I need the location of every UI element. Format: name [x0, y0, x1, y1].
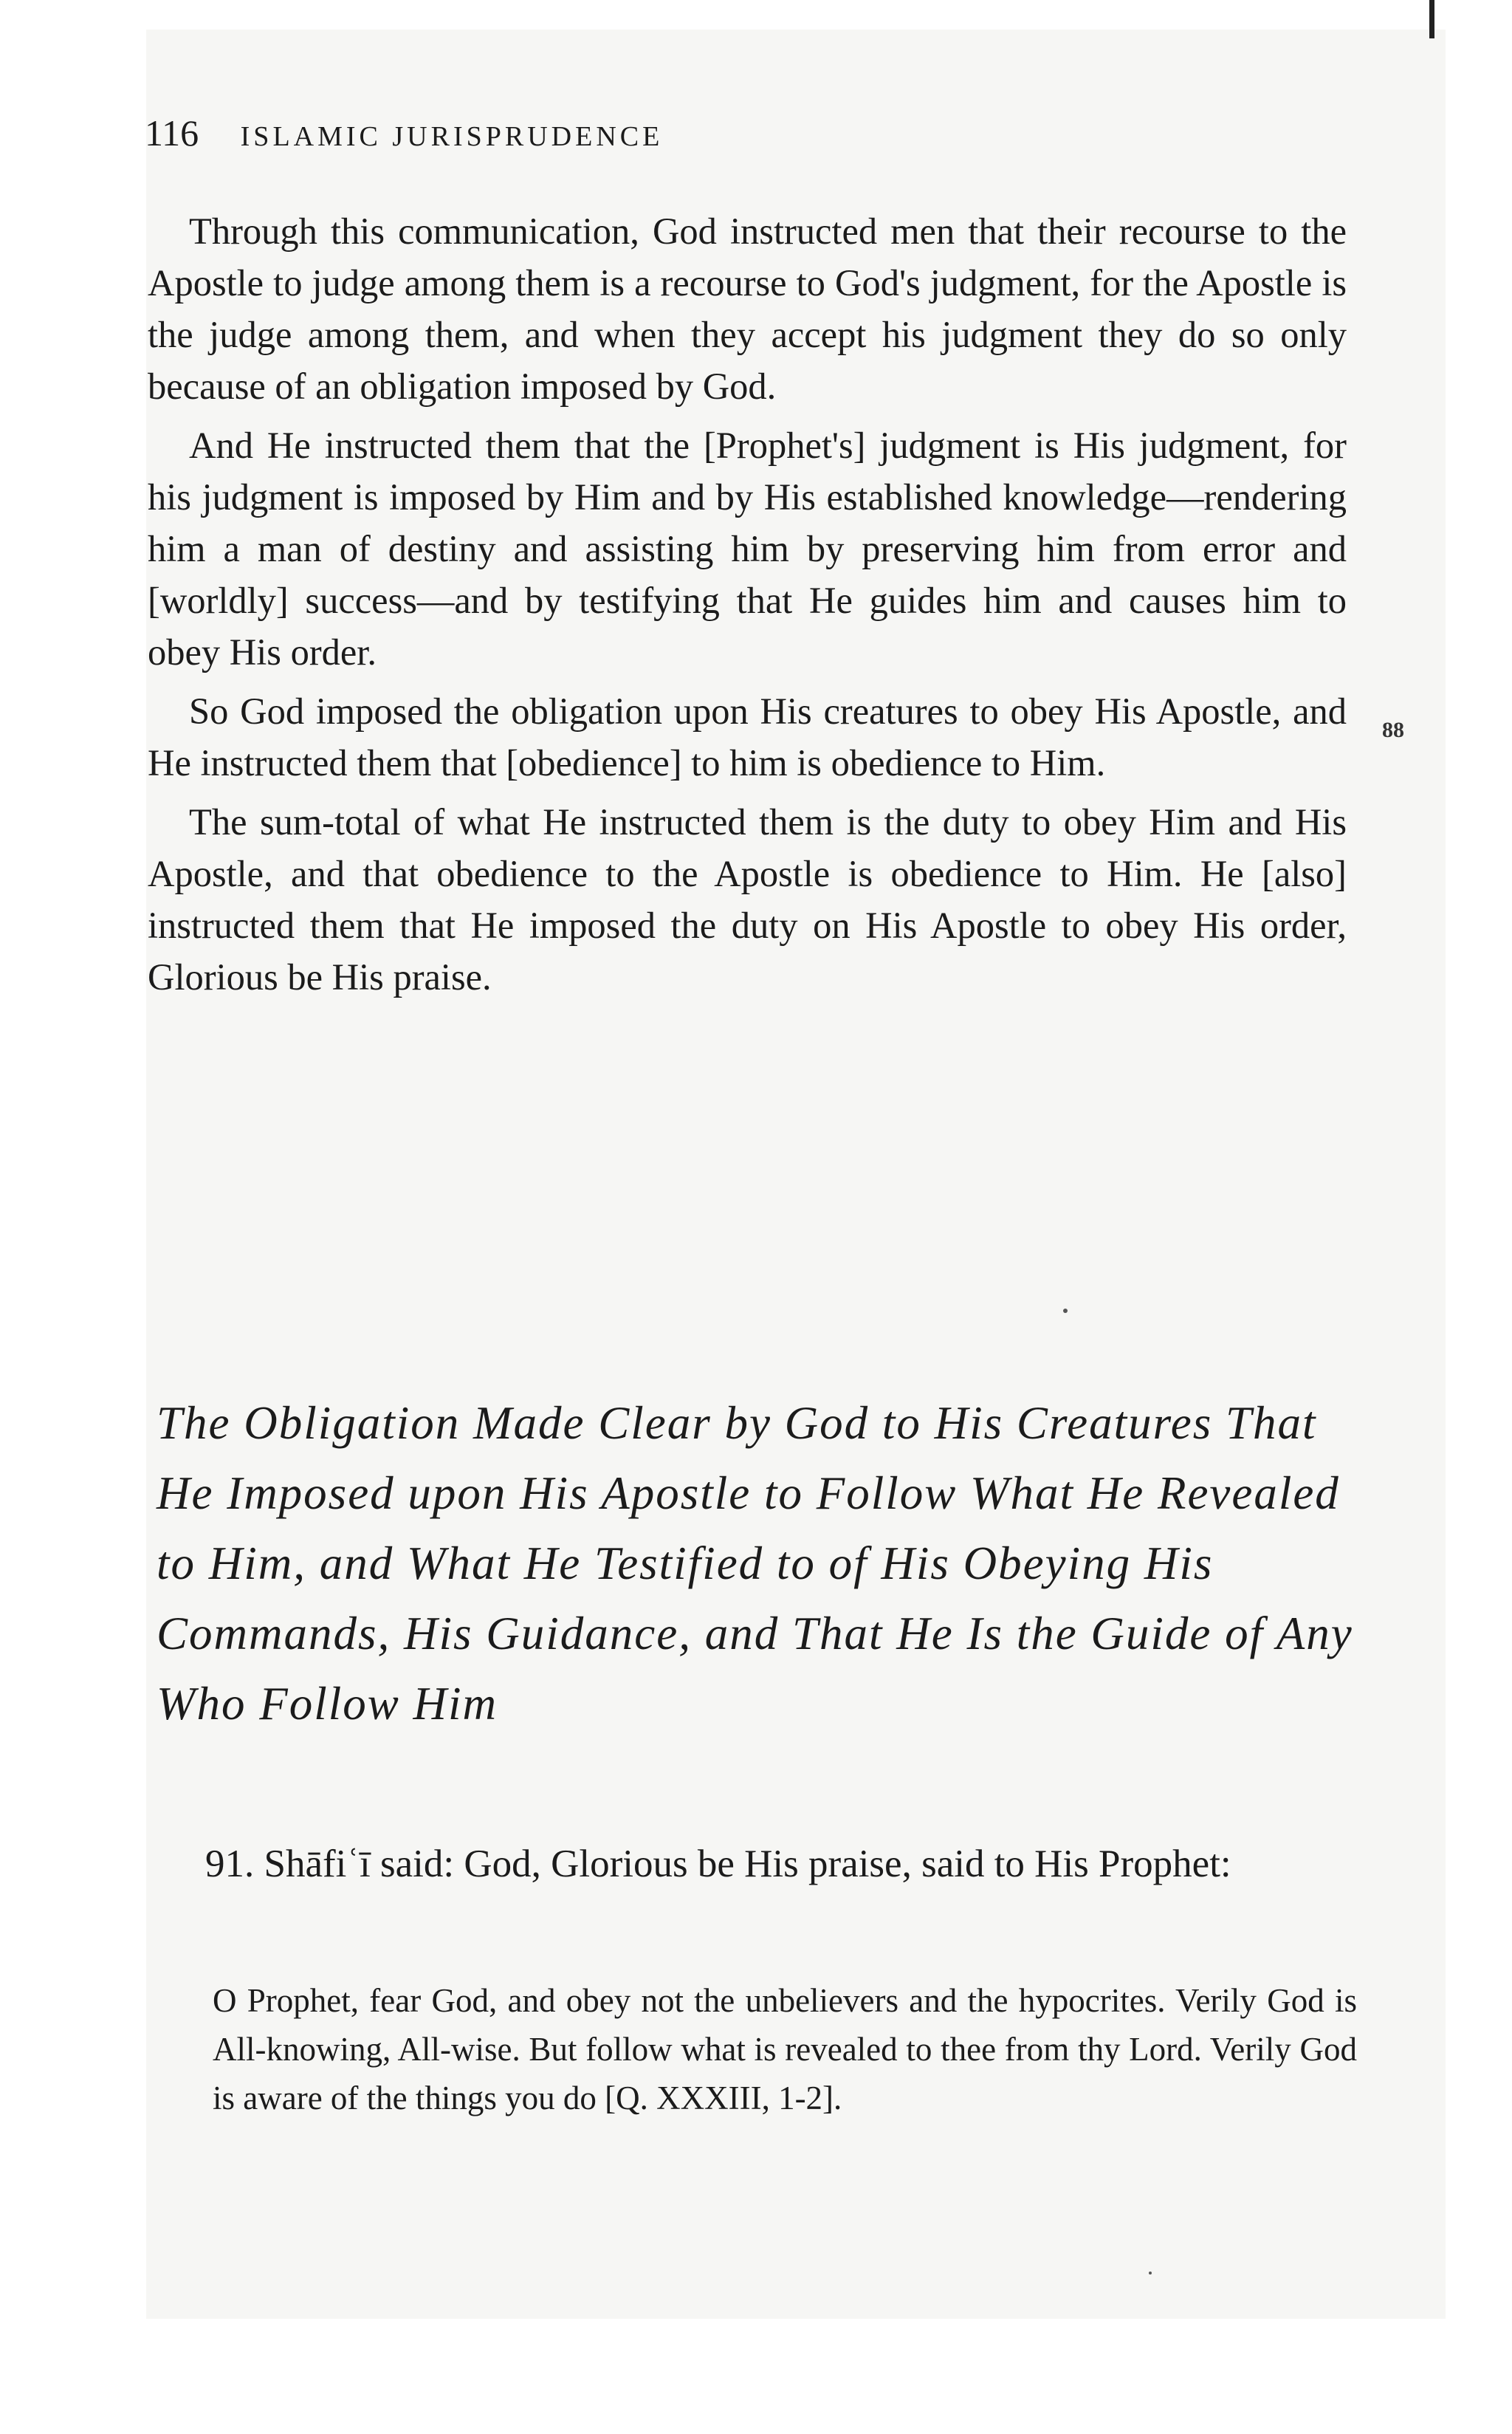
- page-number: 116: [145, 112, 199, 154]
- stray-dot-mark: [1149, 2272, 1152, 2274]
- body-text: [148, 205, 1347, 1010]
- quran-quotation: O Prophet, fear God, and obey not the unbelievers and the hypocrites. Verily God is All-knowing, All-wise. But follow what is revealed to thee from thy Lord. Verily God is aware of the things you do [Q. XXXIII, 1-2].: [213, 1982, 1357, 2116]
- paragraph-judgment: And He instructed them that the [Prophet's] judgment is His judgment, for his judgment is imposed by Him and by His established knowledge—rendering him a man of destiny and assisting him by preserving him from error and [worldly] success—and by testifying that He guides him and causes him to obey His order.: [148, 425, 1347, 673]
- stray-dot-mark: [1063, 1309, 1068, 1313]
- paragraph-obedience: So God imposed the obligation upon His creatures to obey His Apostle, and He instructed them that [obedience] to him is obedience to Him.: [148, 690, 1347, 784]
- running-title: ISLAMIC JURISPRUDENCE: [240, 121, 664, 152]
- scan-edge-mark: [1429, 0, 1434, 38]
- running-head: [145, 111, 1400, 155]
- section-paragraph: 91. Shāfiʿī said: God, Glorious be His praise, said to His Prophet:: [205, 1842, 1231, 1885]
- margin-note: 88: [1382, 718, 1404, 742]
- section-heading: The Obligation Made Clear by God to His Creatures That He Imposed upon His Apostle to Follow What He Revealed to Him, and What He Testified to of His Obeying His Commands, His Guidance, and That He Is the Guide of Any Who Follow Him: [157, 1397, 1353, 1729]
- paragraph-recourse: Through this communication, God instructed men that their recourse to the Apostle to judge among them is a recourse to God's judgment, for the Apostle is the judge among them, and when they accept his judgment they do so only because of an obligation imposed by God.: [148, 210, 1347, 407]
- paragraph-sum-total: The sum-total of what He instructed them is the duty to obey Him and His Apostle, and that obedience to the Apostle is obedience to Him. He [also] instructed them that He imposed the duty on His Apostle to obey His order, Glorious be His praise.: [148, 801, 1347, 998]
